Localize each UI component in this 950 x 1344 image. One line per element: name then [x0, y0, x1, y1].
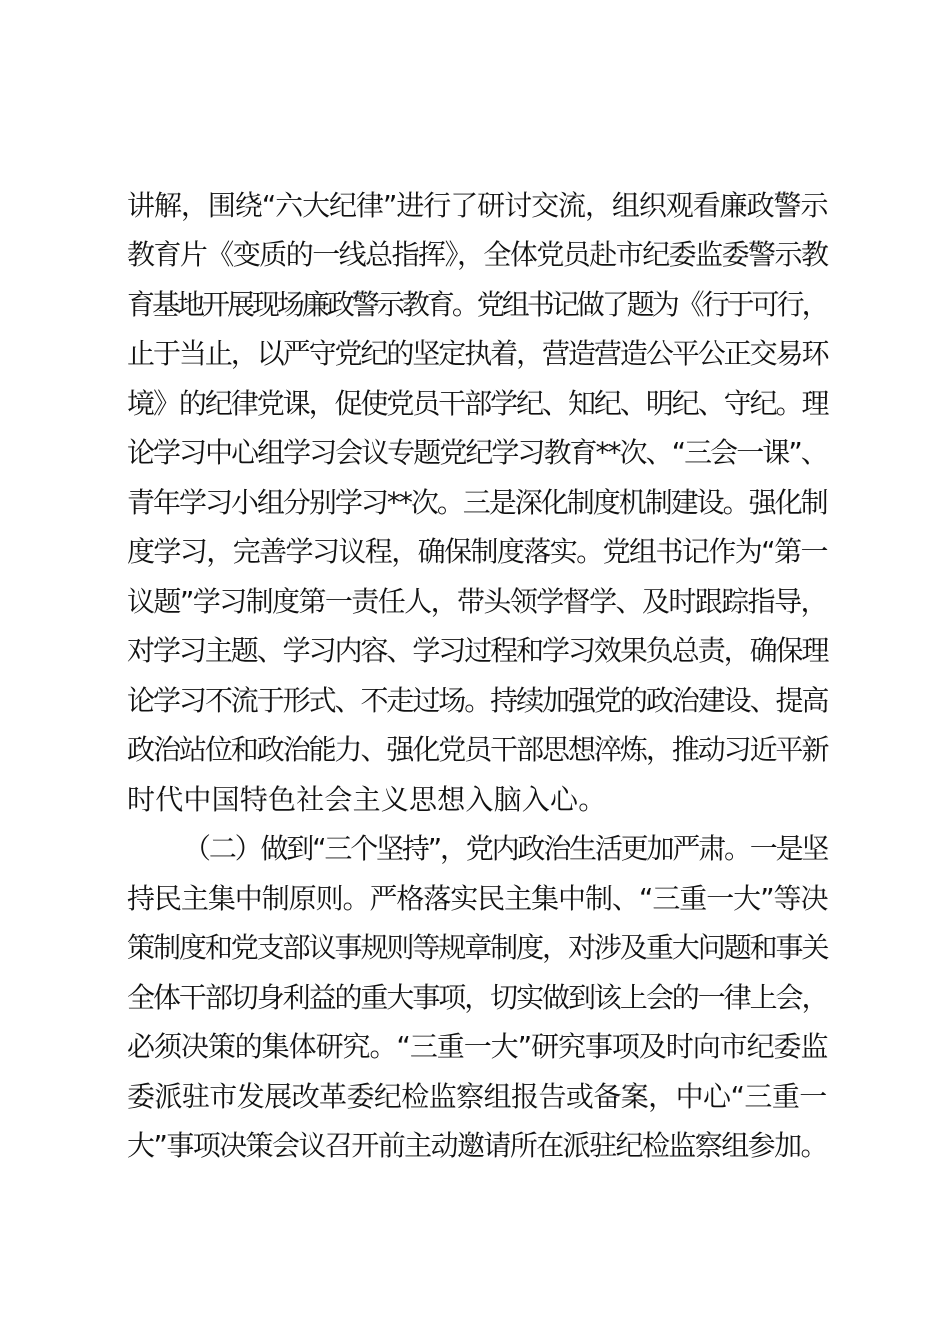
text-line: 度学习，完善学习议程，确保制度落实。党组书记作为“第一 — [127, 535, 827, 568]
text-line: 议题”学习制度第一责任人，带头领学督学、及时跟踪指导， — [127, 585, 827, 618]
text-line: 境》的纪律党课，促使党员干部学纪、知纪、明纪、守纪。理 — [127, 387, 828, 420]
text-line: 论学习不流于形式、不走过场。持续加强党的政治建设、提高 — [127, 684, 828, 717]
text-line: 政治站位和政治能力、强化党员干部思想淬炼，推动习近平新 — [127, 733, 828, 766]
text-line: 全体干部切身利益的重大事项，切实做到该上会的一律上会， — [127, 981, 828, 1014]
text-line: 大”事项决策会议召开前主动邀请所在派驻纪检监察组参加。 — [127, 1129, 827, 1162]
text-line: 止于当止，以严守党纪的坚定执着，营造营造公平公正交易环 — [127, 337, 828, 370]
text-line: 委派驻市发展改革委纪检监察组报告或备案，中心“三重一 — [127, 1080, 827, 1113]
text-line: 育基地开展现场廉政警示教育。党组书记做了题为《行于可行， — [127, 288, 827, 321]
paragraph-heading-line: （二）做到“三个坚持”，党内政治生活更加严肃。一是坚 — [183, 832, 828, 865]
text-line: 对学习主题、学习内容、学习过程和学习效果负总责，确保理 — [127, 634, 828, 667]
text-line: 青年学习小组分别学习**次。三是深化制度机制建设。强化制 — [127, 486, 827, 519]
text-line: 教育片《变质的一线总指挥》，全体党员赴市纪委监委警示教 — [127, 238, 828, 271]
text-line: 策制度和党支部议事规则等规章制度，对涉及重大问题和事关 — [127, 931, 828, 964]
text-line: 讲解，围绕“六大纪律”进行了研讨交流，组织观看廉政警示 — [127, 189, 828, 222]
text-line: 论学习中心组学习会议专题党纪学习教育**次、“三会一课”、 — [127, 436, 827, 469]
text-line: 时代中国特色社会主义思想入脑入心。 — [127, 783, 607, 816]
text-line: 必须决策的集体研究。“三重一大”研究事项及时向市纪委监 — [127, 1030, 828, 1063]
text-line: 持民主集中制原则。严格落实民主集中制、“三重一大”等决 — [127, 882, 828, 915]
